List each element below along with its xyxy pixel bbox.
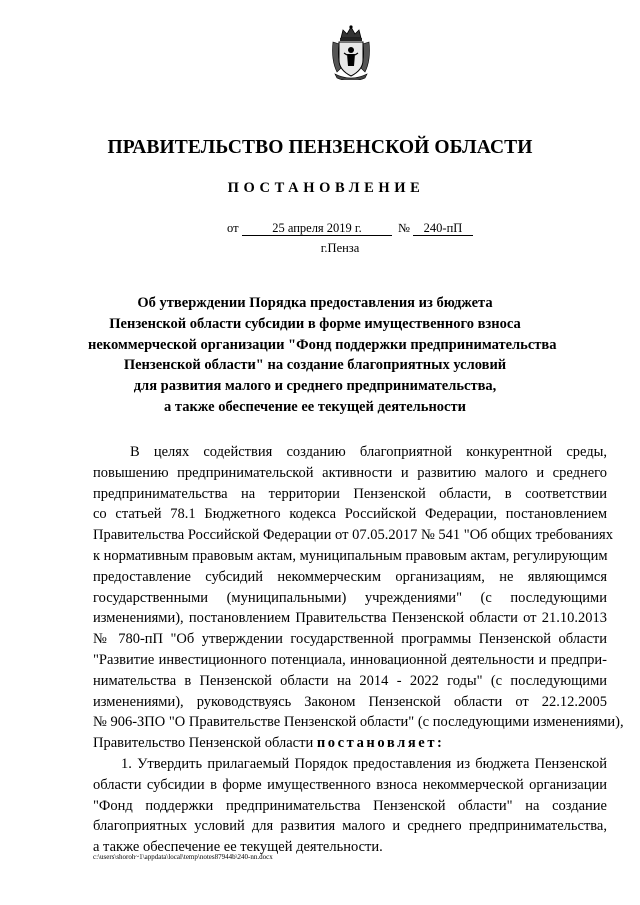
document-type-heading: ПОСТАНОВЛЕНИЕ: [227, 180, 425, 196]
body-line: изменениями), постановлением Правительства Пензенской области от 21.10.2013: [93, 610, 607, 627]
subject-line: Пензенской области субсидии в форме имущественного взноса: [109, 315, 521, 332]
subject-line: для развития малого и среднего предпринимательства,: [133, 378, 497, 395]
body-line: Правительства Российской Федерации от 07.05.2017 № 541 "Об общих требованиях: [93, 527, 613, 544]
body-line: повышению предпринимательской активности и развитию малого и среднего: [93, 464, 607, 481]
body-line: № 780-пП "Об утверждении государственной программы Пензенской области: [93, 631, 607, 648]
number-sign: №: [398, 221, 410, 235]
body-line: государственными (муниципальными) учреждениями" (с последующими: [93, 589, 607, 606]
body-line: предоставление субсидий некоммерческим организациям, не являющимся: [93, 568, 607, 585]
document-date: 25 апреля 2019 г.: [242, 221, 392, 236]
government-title: ПРАВИТЕЛЬСТВО ПЕНЗЕНСКОЙ ОБЛАСТИ: [107, 137, 533, 158]
subject-line: Пензенской области" на создание благоприятных условий: [123, 357, 507, 374]
document-number: 240-пП: [413, 221, 473, 236]
body-line: нимательства в Пензенской области на 2014 - 2022 годы" (с последующими: [93, 672, 607, 689]
body-line: № 906-ЗПО "О Правительстве Пензенской области" (с последующими изменениями),: [93, 714, 624, 731]
body-line: к нормативным правовым актам, муниципальным правовым актам, регулирующим: [93, 547, 608, 564]
item-1-line: а также обеспечение ее текущей деятельности.: [93, 839, 383, 856]
item-1-line: 1. Утвердить прилагаемый Порядок предоставления из бюджета Пензенской: [121, 755, 607, 772]
document-subject: [88, 293, 557, 418]
subject-line: а также обеспечение ее текущей деятельности: [164, 398, 466, 415]
city-name: г.Пенза: [320, 241, 360, 255]
body-line: предпринимательства на территории Пензенской области, в соответствии: [93, 485, 607, 502]
document-body: [93, 442, 624, 858]
body-line: "Развитие инвестиционного потенциала, инновационной деятельности и предпри-: [93, 651, 607, 668]
item-1-line: области субсидии в форме имущественного взноса некоммерческой организации: [93, 776, 607, 793]
item-1-line: благоприятных условий для развития малого и среднего предпринимательства,: [93, 818, 607, 835]
body-line: изменениями), руководствуясь Законом Пензенской области от 22.12.2005: [93, 693, 607, 710]
subject-line: Об утверждении Порядка предоставления из бюджета: [137, 295, 493, 311]
item-1-line: "Фонд поддержки предпринимательства Пензенской области" на создание: [93, 797, 607, 814]
date-prefix: от: [227, 221, 239, 235]
subject-line: некоммерческой организации "Фонд поддержки предпринимательства: [88, 336, 557, 353]
decree-line: [93, 733, 607, 754]
body-line: со статьей 78.1 Бюджетного кодекса Российской Федерации, постановлением: [93, 506, 607, 523]
penza-region-coat-of-arms-icon: [327, 24, 375, 80]
decree-verb: постановляет:: [316, 735, 445, 752]
decree-prefix: Правительство Пензенской области: [93, 735, 314, 752]
file-path-footer: c:\users\shoroh~1\appdata\local\temp\notes87944b\240-nn.docx: [93, 853, 273, 861]
body-line: В целях содействия созданию благоприятной конкурентной среды,: [130, 444, 607, 460]
